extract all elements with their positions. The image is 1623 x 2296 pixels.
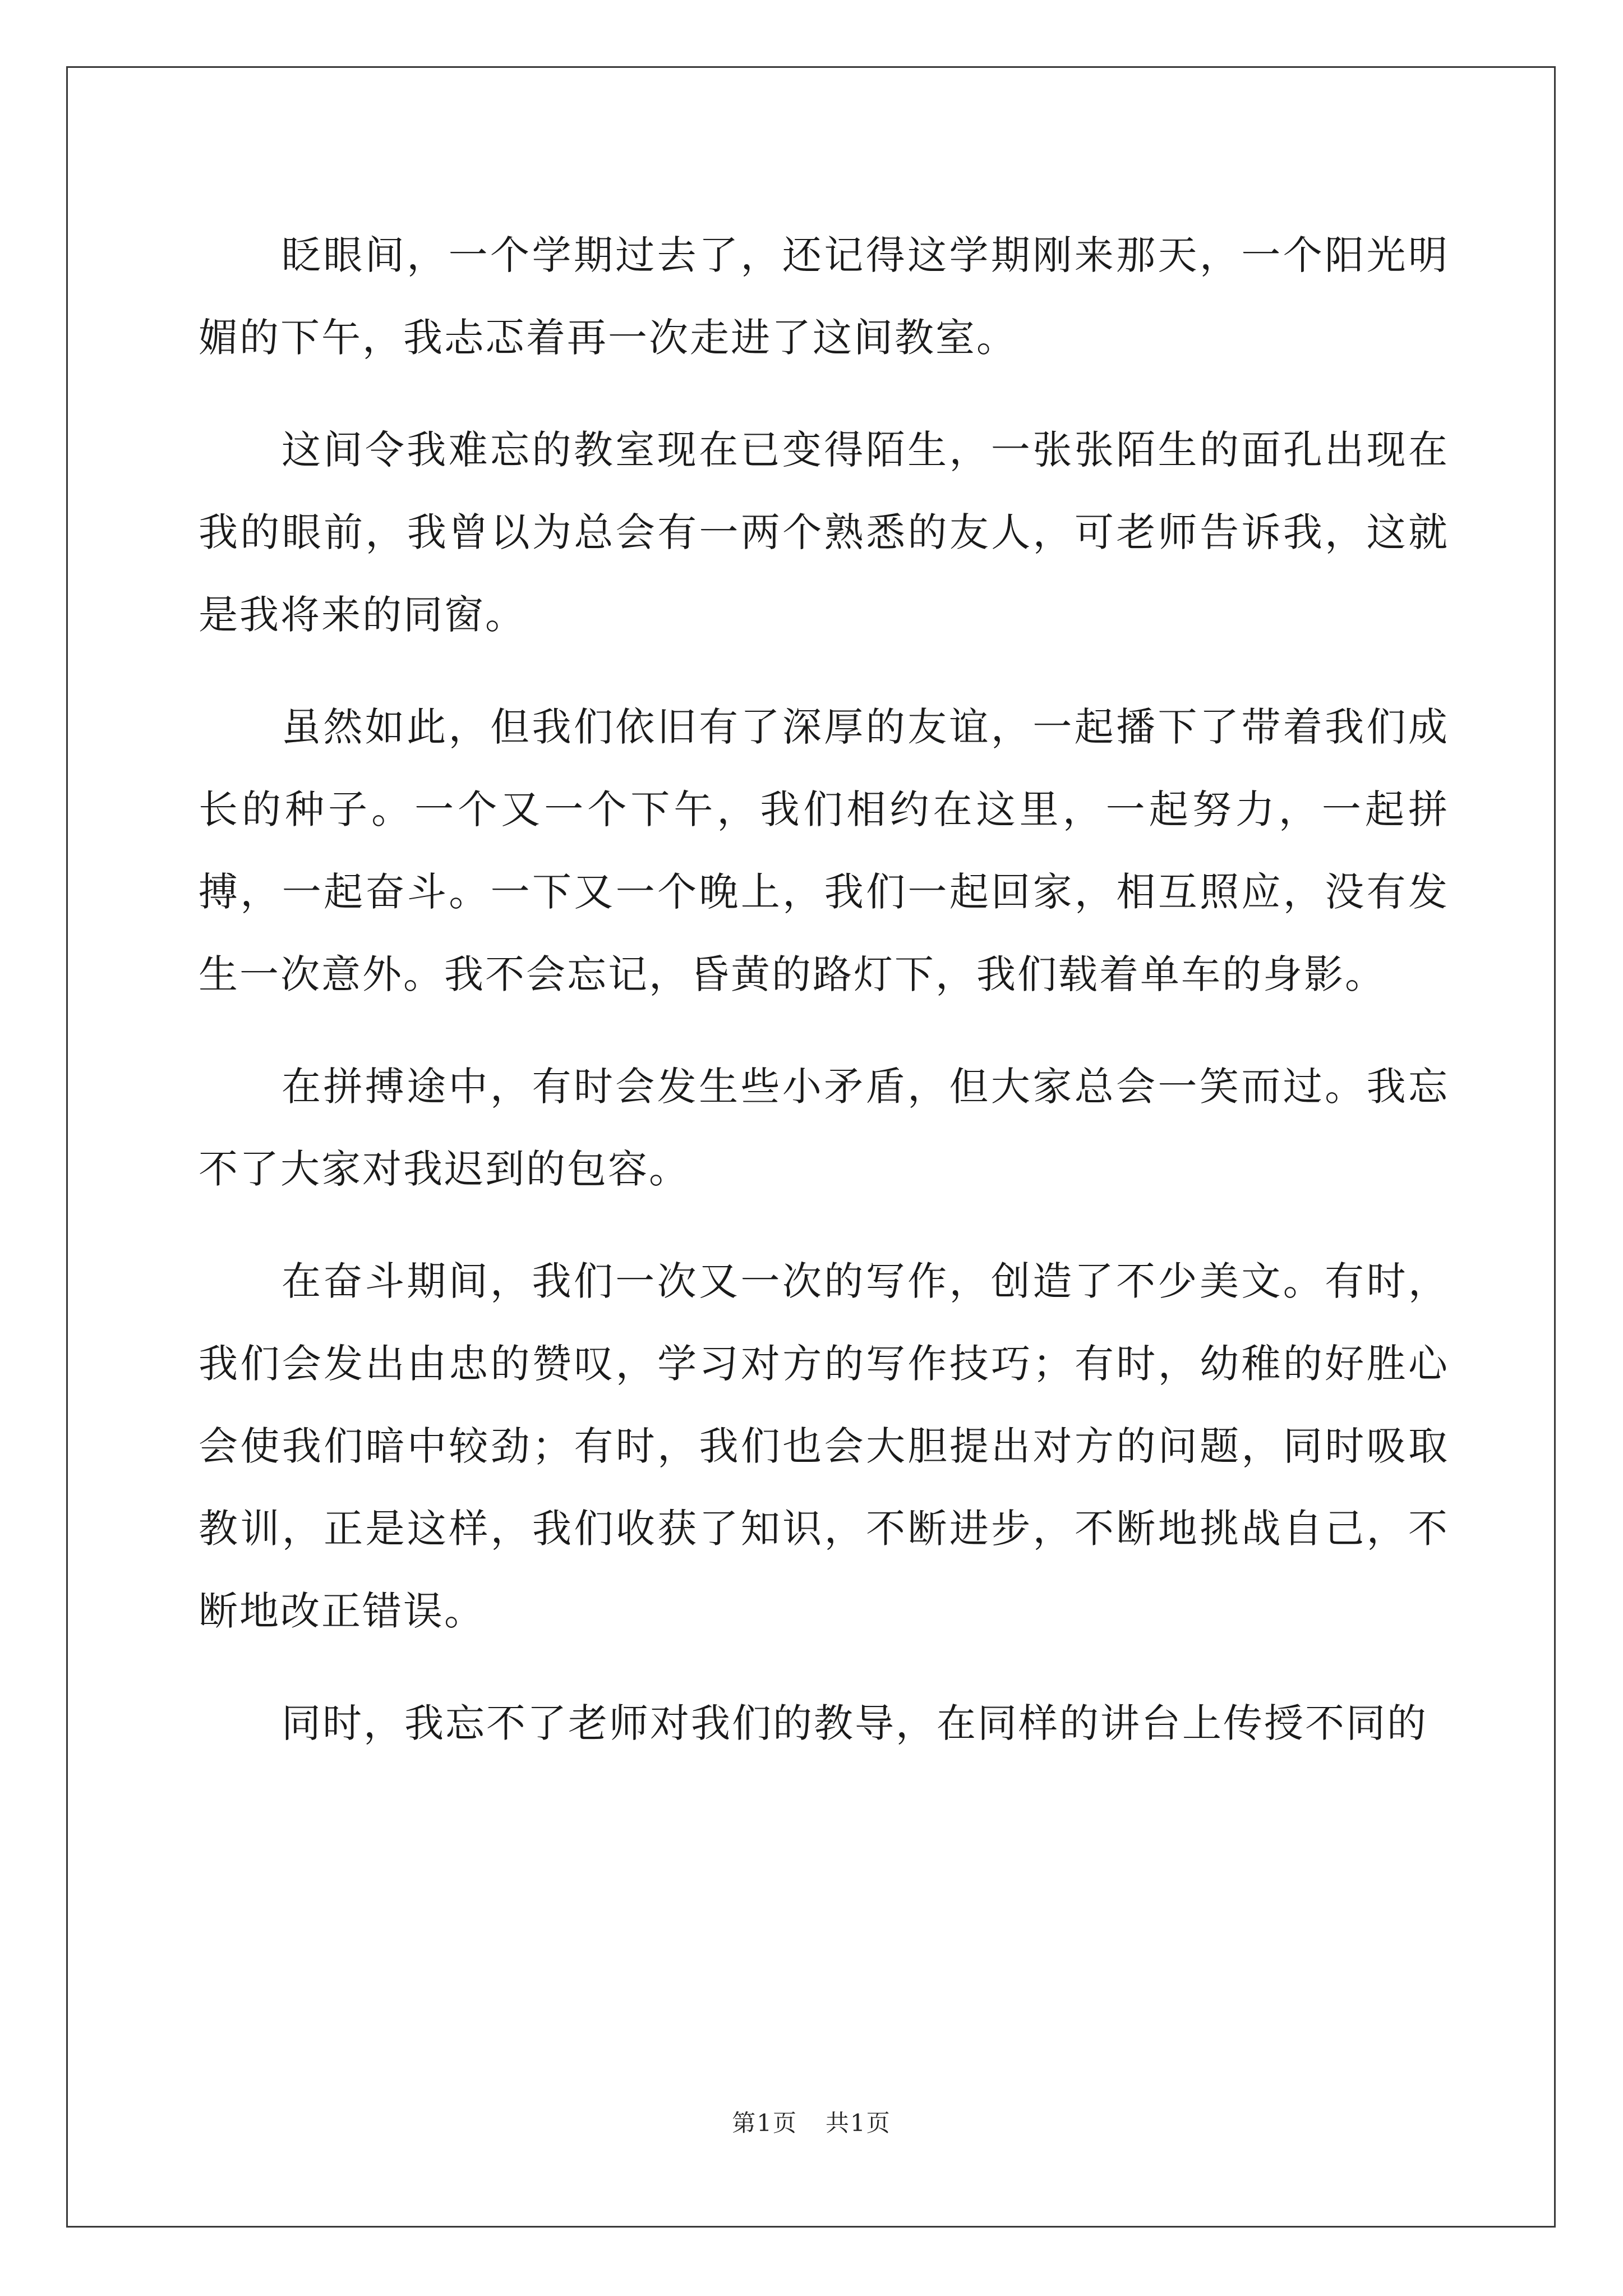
- paragraph-4: 在拼搏途中，有时会发生些小矛盾，但大家总会一笑而过。我忘不了大家对我迟到的包容。: [199, 1064, 1449, 1192]
- paragraph-6: 同时，我忘不了老师对我们的教导，在同样的讲台上传授不同的: [282, 1700, 1428, 1746]
- paragraph-2: 这间令我难忘的教室现在已变得陌生，一张张陌生的面孔出现在我的眼前，我曾以为总会有一两个熟悉的友人，可老师告诉我，这就是我将来的同窗。: [199, 427, 1449, 638]
- page-number: 第1页: [732, 2109, 797, 2137]
- paragraph-1: 眨眼间，一个学期过去了，还记得这学期刚来那天，一个阳光明媚的下午，我忐忑着再一次走进了这间教室。: [199, 232, 1449, 361]
- document-body: [199, 214, 1449, 1795]
- page-total: 共1页: [826, 2109, 891, 2137]
- paragraph-5: 在奋斗期间，我们一次又一次的写作，创造了不少美文。有时，我们会发出由忠的赞叹，学习对方的写作技巧；有时，幼稚的好胜心会使我们暗中较劲；有时，我们也会大胆提出对方的问题，同时吸取教训，正是这样，我们收获了知识，不断进步，不断地挑战自己，不断地改正错误。: [199, 1258, 1449, 1634]
- paragraph-3: 虽然如此，但我们依旧有了深厚的友谊，一起播下了带着我们成长的种子。一个又一个下午，我们相约在这里，一起努力，一起拼搏，一起奋斗。一下又一个晚上，我们一起回家，相互照应，没有发生一次意外。我不会忘记，昏黄的路灯下，我们载着单车的身影。: [199, 704, 1449, 997]
- page-footer: [0, 2105, 1623, 2138]
